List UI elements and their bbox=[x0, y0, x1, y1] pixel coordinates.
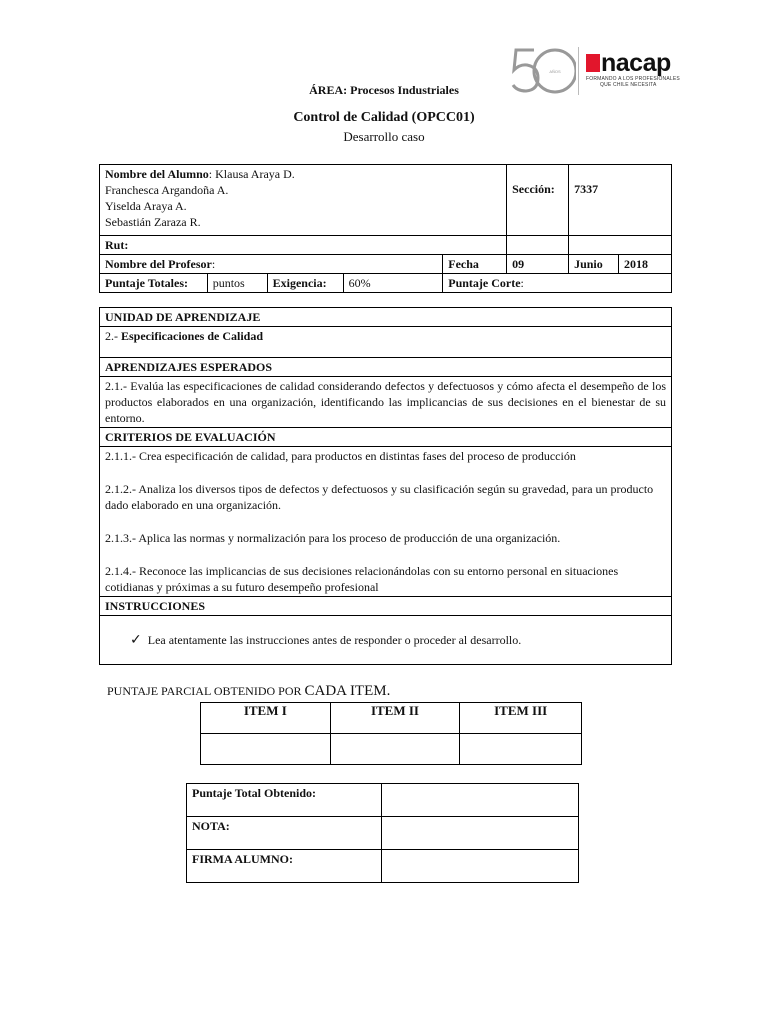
unit-number: 2.- bbox=[105, 329, 121, 343]
nota-value-cell[interactable] bbox=[381, 817, 578, 850]
unit-value: Especificaciones de Calidad bbox=[121, 329, 264, 343]
section-value: 7337 bbox=[574, 182, 599, 196]
rut-cell bbox=[100, 236, 507, 255]
partial-score-heading bbox=[107, 683, 390, 700]
score-value-cell bbox=[207, 274, 267, 293]
item-score-1[interactable] bbox=[201, 734, 331, 765]
nota-label: NOTA: bbox=[187, 817, 382, 850]
criteria-item-1: 2.1.1.- Crea especificación de calidad, para productos en distintas fases del proceso de producción bbox=[105, 449, 576, 463]
student-names-cell bbox=[100, 165, 507, 236]
corte-suffix: : bbox=[520, 276, 524, 290]
document-title: Control de Calidad (OPCC01) bbox=[293, 110, 475, 125]
date-month-cell bbox=[569, 255, 619, 274]
item-score-table bbox=[200, 702, 582, 765]
exigencia-label: Exigencia: bbox=[272, 276, 327, 290]
score-value: puntos bbox=[212, 276, 245, 290]
date-year-cell bbox=[619, 255, 672, 274]
firma-value-cell[interactable] bbox=[381, 850, 578, 883]
rut-label: Rut: bbox=[105, 238, 129, 252]
firma-label: FIRMA ALUMNO: bbox=[187, 850, 382, 883]
item-score-3[interactable] bbox=[460, 734, 582, 765]
learning-unit-table bbox=[99, 307, 672, 665]
date-day-cell bbox=[507, 255, 569, 274]
partial-prefix: PUNTAJE PARCIAL OBTENIDO POR bbox=[107, 684, 305, 698]
date-label-cell bbox=[443, 255, 507, 274]
final-score-table bbox=[186, 783, 579, 883]
date-label: Fecha bbox=[448, 257, 479, 271]
partial-emphasis: CADA ITEM. bbox=[304, 683, 391, 699]
criteria-item-2: 2.1.2.- Analiza los diversos tipos de defectos y defectuosos y su clasificación según su gravedad, para un producto dado elaborado en una organización. bbox=[105, 482, 654, 512]
item-header-2: ITEM II bbox=[330, 703, 460, 734]
student-label: Nombre del Alumno bbox=[105, 167, 209, 181]
unit-label-cell bbox=[100, 308, 672, 327]
score-label: Puntaje Totales: bbox=[105, 276, 189, 290]
expected-label-cell bbox=[100, 358, 672, 377]
student-info-table bbox=[99, 164, 672, 293]
instruction-text: Lea atentamente las instrucciones antes de responder o proceder al desarrollo. bbox=[147, 633, 522, 647]
professor-suffix: : bbox=[211, 257, 216, 271]
section-value-cell bbox=[569, 165, 672, 236]
expected-text: 2.1.- Evalúa las especificaciones de calidad considerando defectos y defectuosos y cómo afecta el desempeño de los productos elaborados en una organización, identificando las implicancias de sus decisiones en el bienestar de su entorno. bbox=[105, 379, 666, 425]
brand-tagline-2: QUE CHILE NECESITA bbox=[600, 82, 657, 88]
date-month: Junio bbox=[574, 257, 603, 271]
criteria-item-4: 2.1.4.- Reconoce las implicancias de sus decisiones relacionándolas con su entorno personal en situaciones cotidianas y próximas a su futuro desempeño profesional bbox=[105, 564, 619, 594]
corte-label: Puntaje Corte bbox=[448, 276, 521, 290]
rut-empty-1 bbox=[507, 236, 569, 255]
anniversary-small-text: AÑOS bbox=[549, 69, 561, 74]
student-name-4: Sebastián Zaraza R. bbox=[105, 215, 201, 229]
item-score-2[interactable] bbox=[330, 734, 460, 765]
brand-name: nacap bbox=[601, 49, 671, 77]
student-name-1: : Klausa Araya D. bbox=[208, 167, 295, 181]
score-label-cell bbox=[100, 274, 208, 293]
unit-value-cell bbox=[100, 327, 672, 358]
expected-label: APRENDIZAJES ESPERADOS bbox=[105, 360, 273, 374]
item-header-1: ITEM I bbox=[201, 703, 331, 734]
total-value-cell[interactable] bbox=[381, 784, 578, 817]
criteria-item-3: 2.1.3.- Aplica las normas y normalización para los proceso de producción de una organización. bbox=[105, 531, 561, 545]
document-subtitle: Desarrollo caso bbox=[343, 129, 425, 144]
student-name-2: Franchesca Argandoña A. bbox=[105, 183, 229, 197]
instructions-label-cell bbox=[100, 597, 672, 616]
check-icon: ✓ bbox=[130, 632, 142, 648]
brand-tagline-1: FORMANDO A LOS PROFESIONALES bbox=[586, 76, 680, 82]
item-header-3: ITEM III bbox=[460, 703, 582, 734]
unit-label: UNIDAD DE APRENDIZAJE bbox=[105, 310, 261, 324]
exigencia-value: 60% bbox=[348, 276, 371, 290]
date-day: 09 bbox=[512, 257, 525, 271]
criteria-label-cell bbox=[100, 428, 672, 447]
exigencia-label-cell bbox=[267, 274, 343, 293]
professor-cell bbox=[100, 255, 443, 274]
area-heading: ÁREA: Procesos Industriales bbox=[309, 83, 459, 97]
student-name-3: Yiselda Araya A. bbox=[105, 199, 187, 213]
inacap-red-mark bbox=[586, 54, 600, 72]
date-year: 2018 bbox=[624, 257, 649, 271]
total-label: Puntaje Total Obtenido: bbox=[187, 784, 382, 817]
exigencia-value-cell bbox=[343, 274, 443, 293]
instructions-text-cell bbox=[100, 616, 672, 665]
section-label-cell bbox=[507, 165, 569, 236]
instructions-label: INSTRUCCIONES bbox=[105, 599, 206, 613]
corte-cell bbox=[443, 274, 672, 293]
professor-label: Nombre del Profesor bbox=[105, 257, 212, 271]
expected-text-cell bbox=[100, 377, 672, 428]
rut-empty-2 bbox=[569, 236, 672, 255]
section-label: Sección: bbox=[512, 182, 555, 196]
criteria-label: CRITERIOS DE EVALUACIÓN bbox=[105, 430, 276, 444]
criteria-list-cell bbox=[100, 447, 672, 597]
